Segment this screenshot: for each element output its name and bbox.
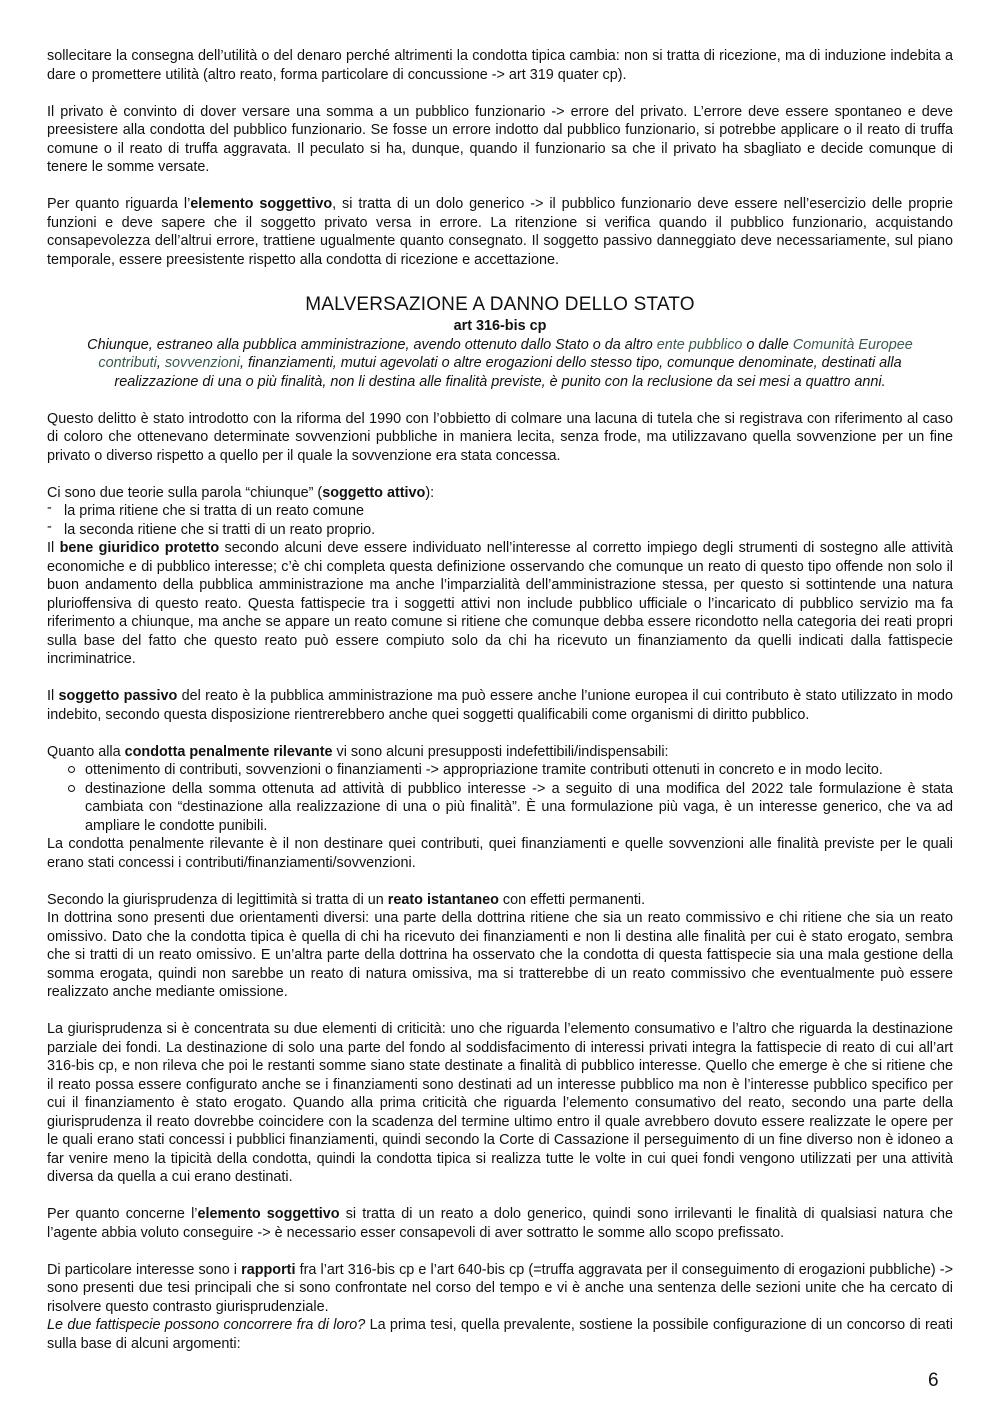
bold-term: soggetto attivo <box>322 484 426 501</box>
dash-bullet: - <box>47 518 52 535</box>
text-run: Secondo la giurisprudenza di legittimità si tratta di un <box>47 891 388 908</box>
text-run: del reato è la pubblica amministrazione ma può essere anche l’unione europea il cui contributo è stato utilizzato in modo indebito, secondo questa disposizione rientrerebbero anche quei soggetti qualificabili come organismi di diritto pubblico. <box>47 688 953 723</box>
text-run: Per quanto riguarda l’ <box>47 196 191 212</box>
citation-link[interactable]: sovvenzioni <box>164 355 241 371</box>
paragraph <box>47 1316 953 1353</box>
text-run: , finanziamenti, mutui agevolati o altre erogazioni dello stesso tipo, comunque denominate, destinati alla realizzazione di una o più finalità, non li destina alle finalità previste, è punito con la reclusione da sei mesi a quattro anni. <box>114 355 902 390</box>
section-title: MALVERSAZIONE A DANNO DELLO STATO <box>305 294 695 315</box>
paragraph: In dottrina sono presenti due orientamenti diversi: una parte della dottrina ritiene che sia un reato commissivo e chi ritiene che sia un reato omissivo. Dato che la condotta tipica è quella di chi ha ricevuto dei finanziamenti e non li destina alle finalità per cui è stato erogato, sembra che si tratti di un reato omissivo. E un’altra parte della dottrina ha osservato che la condotta di questa fattispecie sia una mala gestione della somma erogata, quindi non sarebbe un reato di natura omissiva, ma si tratterebbe di un reato commissivo che eventualmente può essere realizzato anche mediante omissione. <box>47 910 953 1000</box>
bold-term: reato istantaneo <box>387 891 499 908</box>
list-item <box>47 761 953 780</box>
text-run: Il <box>47 540 60 556</box>
paragraph <box>47 195 953 269</box>
text-run: Il <box>47 688 59 704</box>
list-item-text: ottenimento di contributi, sovvenzioni o finanziamenti -> appropriazione tramite contributi ottenuti in concreto e in modo lecito. <box>85 762 883 778</box>
text-run: ): <box>425 484 435 501</box>
text-run: secondo alcuni deve essere individuato nell’interesse al corretto impiego degli strumenti di sostegno alle attività economiche e di pubblico interesse; c’è chi completa questa definizione osservando che comunque un reato di questo tipo offende non solo il buon andamento della pubblica amministrazione ma anche l’imparzialità dell’amministrazione stessa, per questo si sottintende una natura plurioffensiva di questo reato. Questa fattispecie tra i soggetti attivi non include pubblico ufficiale o l’incaricato di pubblico servizio ma fa riferimento a chiunque, ma anche se appare un reato comune si ritiene che comunque debba essere ricondotto nella categoria dei reati propri sulla base del fatto che questo reato può essere compiuto solo da chi ha ricevuto un finanziamento da quelli indicati dalla fattispecie incriminatrice. <box>47 540 953 667</box>
list-item <box>47 780 953 836</box>
list-item-text: destinazione della somma ottenuta ad attività di pubblico interesse -> a seguito di una modifica del 2022 tale formulazione è stata cambiata con “destinazione alla realizzazione di una o più finalità”. È una formulazione più vaga, è un interesse generico, che va ad ampliare le condotte punibili. <box>85 780 953 834</box>
circle-list <box>47 761 953 835</box>
bold-term: rapporti <box>241 1261 296 1278</box>
paragraph: sollecitare la consegna dell’utilità o del denaro perché altrimenti la condotta tipica cambia: non si tratta di ricezione, ma di induzione indebita a dare o promettere utilità (altro reato, forma particolare di concussione -> art 319 quater cp). <box>47 48 953 83</box>
paragraph <box>47 484 953 503</box>
italic-question: Le due fattispecie possono concorrere fra di loro? <box>47 1317 366 1333</box>
bold-term: elemento soggettivo <box>190 196 333 212</box>
paragraph: Questo delitto è stato introdotto con la riforma del 1990 con l’obbietto di colmare una lacuna di tutela che si registrava con riferimento al caso di coloro che ottenevano determinate sovvenzioni pubbliche in maniera lecita, senza frode, ma utilizzavano quella sovvenzione per un fine privato o diverso rispetto a quello per il quale la sovvenzione era stata concessa. <box>47 410 953 464</box>
bold-term: condotta penalmente rilevante <box>124 743 333 760</box>
section-subtitle: art 316-bis cp <box>453 318 547 334</box>
text-run: Per quanto concerne l’ <box>47 1206 198 1222</box>
page-number: 6 <box>928 1370 939 1391</box>
paragraph: La condotta penalmente rilevante è il non destinare quei contributi, quei finanziamenti e quelle sovvenzioni alle finalità previste per le quali erano stati concessi i contributi/finanziamenti/sovvenzioni. <box>47 836 953 871</box>
text-run: , si tratta di un dolo generico -> il pubblico funzionario deve essere nell’esercizio delle proprie funzioni e deve sapere che il soggetto privato versa in errore. La ritenzione si verifica quando il pubblico funzionario, acquistando consapevolezza dell’altrui errore, trattiene ugualmente quanto consegnato. Il soggetto passivo danneggiato deve necessariamente, sul piano temporale, essere preesistente rispetto alla condotta di ricezione e accettazione. <box>47 196 953 268</box>
text-run: , <box>156 355 165 371</box>
paragraph <box>47 891 953 910</box>
paragraph <box>47 743 953 762</box>
text-run: si tratta di un reato a dolo generico, quindi sono irrilevanti le finalità di qualsiasi natura che l’agente abbia voluto conseguire -> è necessario esser consapevoli di aver sottratto le somme allo scopo prefissato. <box>47 1206 953 1241</box>
list-item-text: la seconda ritiene che si tratti di un reato proprio. <box>64 521 376 538</box>
paragraph: La giurisprudenza si è concentrata su due elementi di criticità: uno che riguarda l’elemento consumativo e l’altro che riguarda la destinazione parziale dei fondi. La destinazione di solo una parte del fondo al soddisfacimento di interessi privati integra la fattispecie di reato di cui all’art 316-bis cp, e non rileva che poi le restanti somme siano state destinate a finalità di pubblico interesse. Quello che emerge è che si ritiene che il reato possa essere configurato anche se i finanziamenti sono destinati ad un interesse pubblico ma non è l’interesse pubblico specifico per cui il finanziamento è stato erogato. Quando alla prima criticità che riguarda l’elemento consumativo del reato, secondo una parte della giurisprudenza il reato dovrebbe coincidere con la scadenza del termine ultimo entro il quale avrebbero dovuto essere realizzate le opere per le quali erano stati concessi i pubblici finanziamenti, quindi secondo la Corte di Cassazione il perseguimento di un fine diverso non è idoneo a far venire meno la tipicità della condotta, quindi la condotta tipica si realizza tutte le volte in cui quei fondi vengono utilizzati per una attività diversa da quella a cui erano destinati. <box>47 1021 953 1185</box>
text-run: Chiunque, estraneo alla pubblica amministrazione, avendo ottenuto dallo Stato o da altro <box>87 336 657 353</box>
citation-link[interactable]: Comunità Europee <box>792 336 913 353</box>
paragraph <box>47 687 953 724</box>
text-run: o dalle <box>742 336 793 353</box>
paragraph <box>47 1261 953 1317</box>
list-item <box>47 502 953 521</box>
law-citation <box>61 336 939 392</box>
dash-bullet: - <box>47 500 52 516</box>
citation-link[interactable]: ente pubblico <box>656 336 743 353</box>
paragraph <box>47 1205 953 1242</box>
list-item <box>47 518 953 540</box>
bold-term: soggetto passivo <box>58 688 178 704</box>
text-run: Ci sono due teorie sulla parola “chiunque” ( <box>47 484 323 501</box>
text-run: vi sono alcuni presupposti indefettibili/indispensabili: <box>332 743 669 760</box>
circle-bullet-icon <box>68 785 75 792</box>
paragraph: Il privato è convinto di dover versare una somma a un pubblico funzionario -> errore del privato. L’errore deve essere spontaneo e deve preesistere alla condotta del pubblico funzionario. Se fosse un errore indotto dal pubblico funzionario, si potrebbe applicare o il reato di truffa comune o il reato di truffa aggravata. Il peculato si ha, dunque, quando il funzionario sa che il privato ha sbagliato e decide comunque di tenere le somme versate. <box>47 103 953 175</box>
text-run: fra l’art 316-bis cp e l’art 640-bis cp (=truffa aggravata per il conseguimento di erogazioni pubbliche) -> sono presenti due tesi principali che si sono confrontate nel corso del tempo e vi è anche una sentenza delle sezioni unite che ha cercato di risolvere questo contrasto giurisprudenziale. <box>47 1261 953 1315</box>
bold-term: elemento soggettivo <box>197 1206 340 1222</box>
text-run: La prima tesi, quella prevalente, sostiene la possibile configurazione di un concorso di reati sulla base di alcuni argomenti: <box>47 1317 953 1352</box>
citation-link[interactable]: contributi <box>98 355 157 371</box>
bold-term: bene giuridico protetto <box>59 540 220 556</box>
list-item-text: la prima ritiene che si tratta di un reato comune <box>64 503 364 519</box>
text-run: con effetti permanenti. <box>498 891 646 908</box>
dash-list <box>47 502 953 539</box>
paragraph <box>47 539 953 669</box>
text-run: Di particolare interesse sono i <box>47 1261 242 1278</box>
document-page <box>47 47 953 1353</box>
circle-bullet-icon <box>68 766 75 773</box>
text-run: Quanto alla <box>47 743 125 760</box>
